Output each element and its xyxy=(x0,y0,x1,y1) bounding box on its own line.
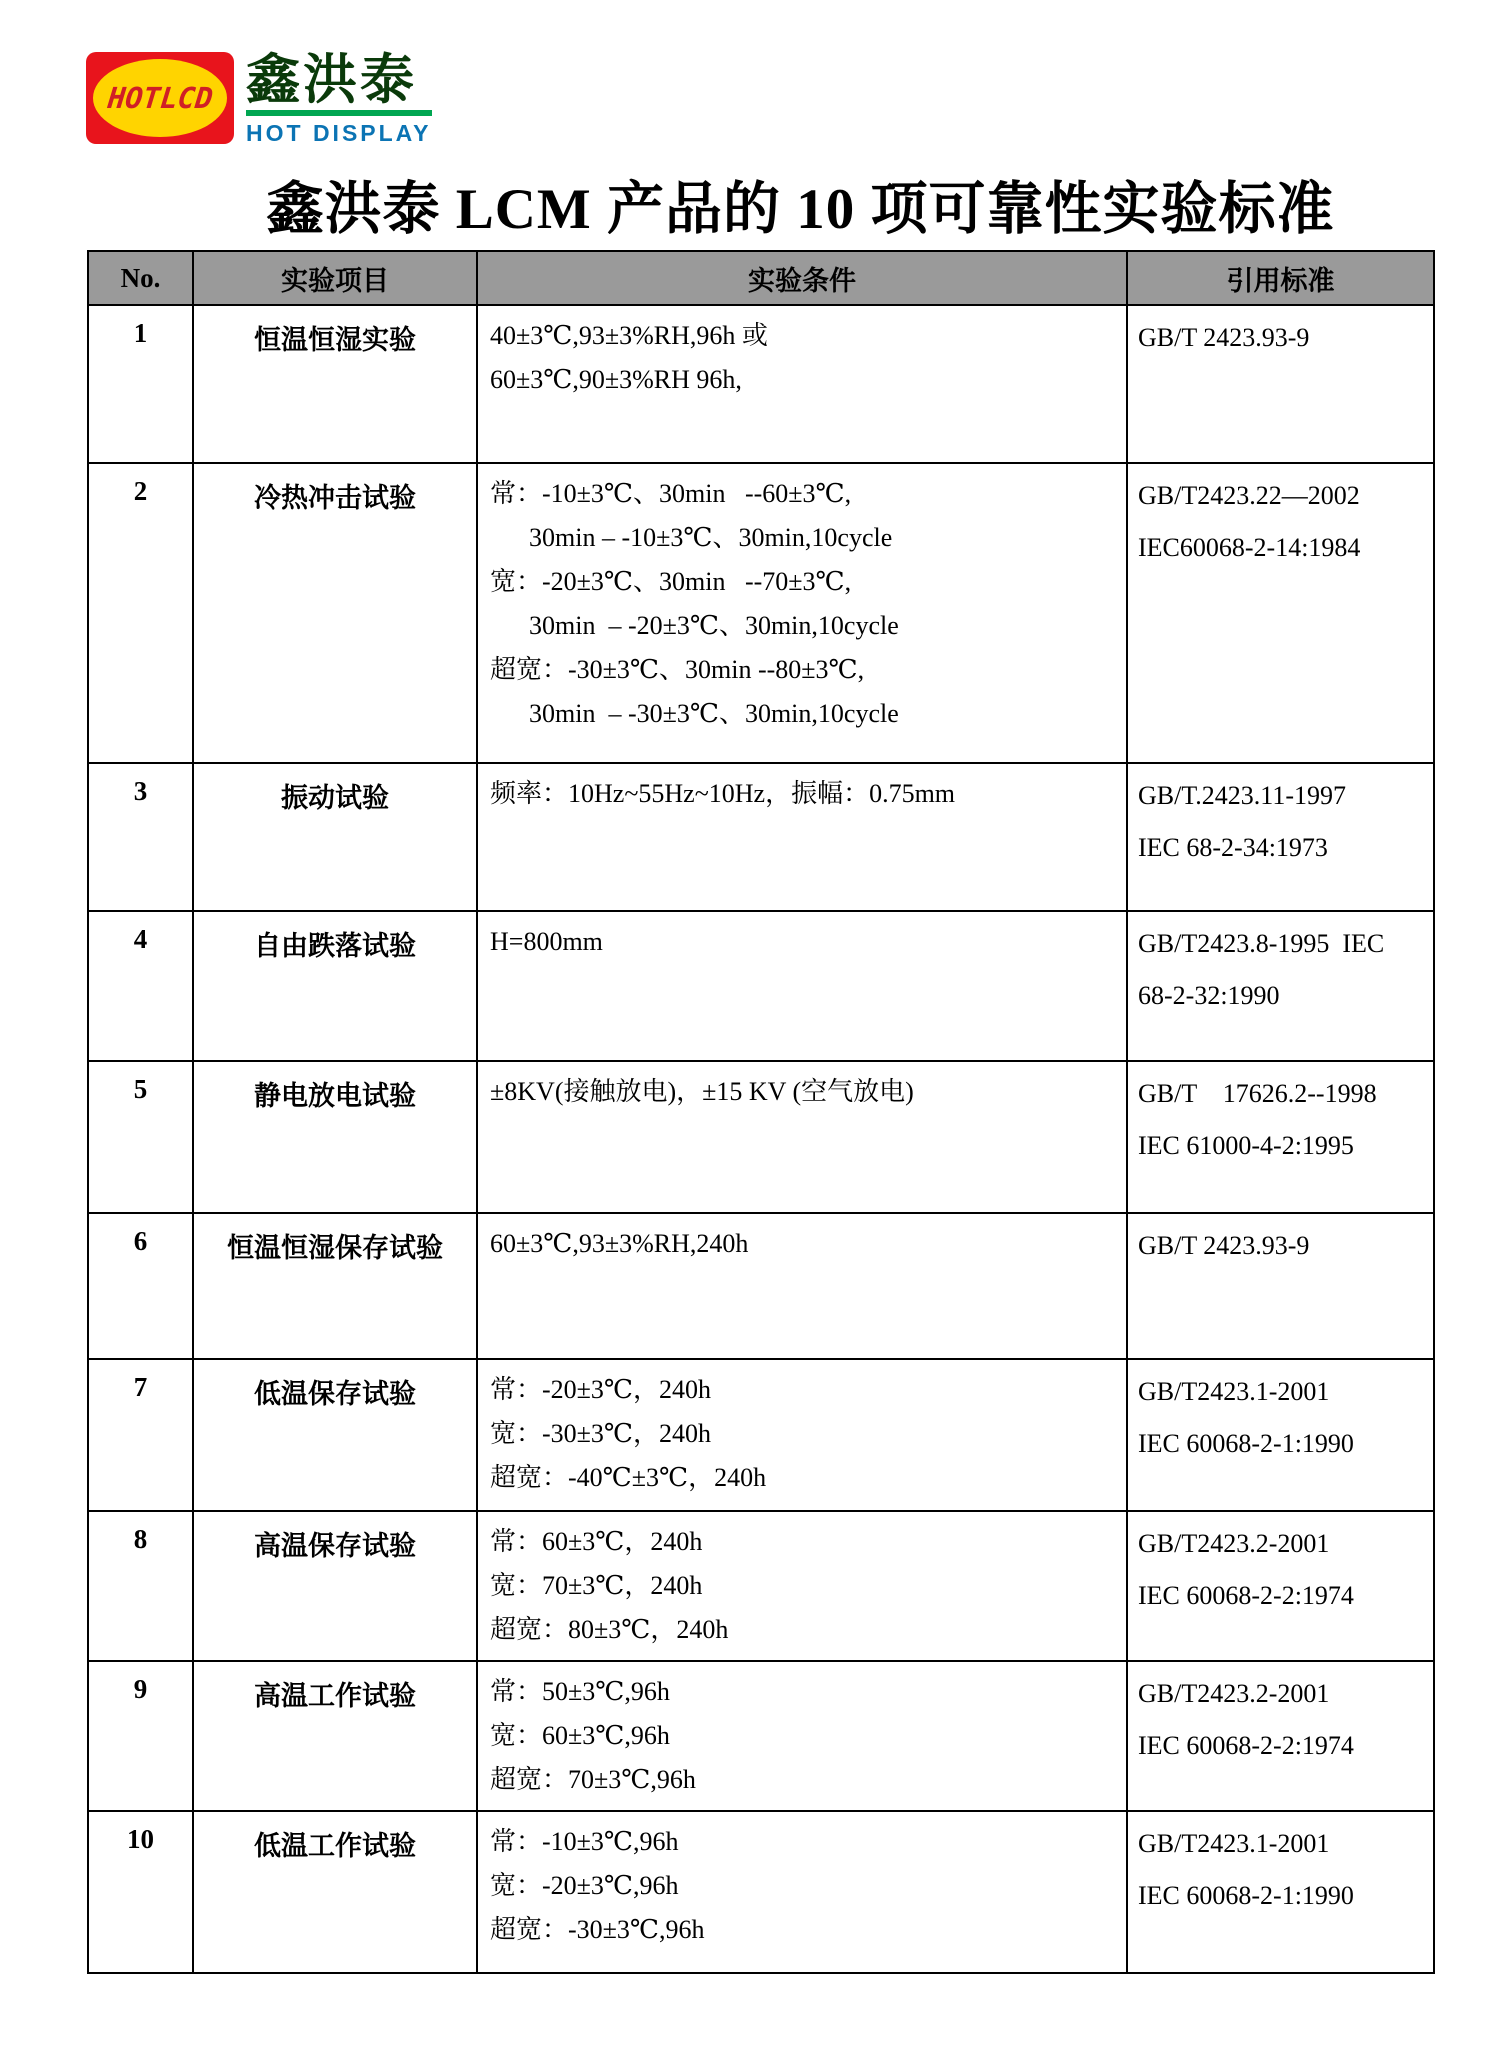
standard-line: IEC 68-2-34:1973 xyxy=(1138,833,1328,862)
condition-line: 宽：-20±3℃、30min --70±3℃, xyxy=(490,567,852,596)
reliability-table xyxy=(87,250,1435,1974)
condition-line: 宽：60±3℃,96h xyxy=(490,1721,670,1750)
col-header-conditions: 实验条件 xyxy=(477,251,1127,305)
col-header-standards: 引用标准 xyxy=(1127,251,1434,305)
condition-line: 30min – -30±3℃、30min,10cycle xyxy=(490,699,899,728)
test-item: 恒温恒湿保存试验 xyxy=(193,1213,477,1359)
table-row xyxy=(88,763,1434,911)
reference-standards xyxy=(1127,1811,1434,1973)
standard-line: GB/T2423.8-1995 IEC xyxy=(1138,929,1385,958)
page-title: 鑫洪泰 LCM 产品的 10 项可靠性实验标准 xyxy=(266,178,1335,241)
col-header-no: No. xyxy=(88,251,193,305)
test-conditions xyxy=(477,1661,1127,1811)
condition-line: 常：-10±3℃,96h xyxy=(490,1827,679,1856)
condition-line: 宽：-20±3℃,96h xyxy=(490,1871,679,1900)
row-number: 5 xyxy=(88,1061,193,1213)
condition-line: 常：-20±3℃，240h xyxy=(490,1375,712,1404)
table-row xyxy=(88,463,1434,763)
company-block xyxy=(246,52,432,147)
header-row xyxy=(88,251,1434,305)
condition-line: H=800mm xyxy=(490,927,603,956)
table-row xyxy=(88,1661,1434,1811)
logo xyxy=(86,52,432,147)
reference-standards xyxy=(1127,1213,1434,1359)
row-number: 10 xyxy=(88,1811,193,1973)
table-row xyxy=(88,1359,1434,1511)
reference-standards xyxy=(1127,1061,1434,1213)
test-conditions xyxy=(477,1511,1127,1661)
standard-line: 68-2-32:1990 xyxy=(1138,981,1280,1010)
table-header xyxy=(88,251,1434,305)
test-item: 自由跌落试验 xyxy=(193,911,477,1061)
table-row xyxy=(88,1811,1434,1973)
row-number: 2 xyxy=(88,463,193,763)
condition-line: 60±3℃,93±3%RH,240h xyxy=(490,1229,749,1258)
standard-line: GB/T2423.2-2001 xyxy=(1138,1679,1330,1708)
row-number: 3 xyxy=(88,763,193,911)
reference-standards xyxy=(1127,1511,1434,1661)
standard-line: GB/T 2423.93-9 xyxy=(1138,1231,1310,1260)
condition-line: 30min – -10±3℃、30min,10cycle xyxy=(490,523,893,552)
standard-line: GB/T2423.1-2001 xyxy=(1138,1377,1330,1406)
test-conditions xyxy=(477,911,1127,1061)
test-conditions xyxy=(477,1359,1127,1511)
condition-line: 超宽：-40℃±3℃，240h xyxy=(490,1463,767,1492)
test-conditions xyxy=(477,763,1127,911)
condition-line: 60±3℃,90±3%RH 96h, xyxy=(490,365,742,394)
test-item: 恒温恒湿实验 xyxy=(193,305,477,463)
reference-standards xyxy=(1127,1661,1434,1811)
condition-line: 超宽：-30±3℃,96h xyxy=(490,1915,705,1944)
company-name-en: HOT DISPLAY xyxy=(246,120,432,146)
company-name-cn: 鑫洪泰 xyxy=(246,50,417,110)
reference-standards xyxy=(1127,911,1434,1061)
test-item: 低温工作试验 xyxy=(193,1811,477,1973)
condition-line: 30min – -20±3℃、30min,10cycle xyxy=(490,611,899,640)
col-header-test-item: 实验项目 xyxy=(193,251,477,305)
row-number: 6 xyxy=(88,1213,193,1359)
reference-standards xyxy=(1127,1359,1434,1511)
table-row xyxy=(88,1511,1434,1661)
standard-line: IEC 60068-2-2:1974 xyxy=(1138,1731,1354,1760)
condition-line: 频率：10Hz~55Hz~10Hz，振幅：0.75mm xyxy=(490,779,956,808)
test-conditions xyxy=(477,463,1127,763)
standard-line: IEC 61000-4-2:1995 xyxy=(1138,1131,1354,1160)
standard-line: IEC 60068-2-2:1974 xyxy=(1138,1581,1354,1610)
condition-line: 常：60±3℃，240h xyxy=(490,1527,703,1556)
standard-line: IEC 60068-2-1:1990 xyxy=(1138,1429,1354,1458)
condition-line: 常：50±3℃,96h xyxy=(490,1677,670,1706)
condition-line: ±8KV(接触放电)，±15 KV (空气放电) xyxy=(490,1077,914,1106)
standard-line: GB/T 17626.2--1998 xyxy=(1138,1079,1377,1108)
condition-line: 超宽：80±3℃，240h xyxy=(490,1615,729,1644)
company-underline xyxy=(246,110,432,116)
test-conditions xyxy=(477,1213,1127,1359)
row-number: 7 xyxy=(88,1359,193,1511)
standard-line: GB/T2423.2-2001 xyxy=(1138,1529,1330,1558)
standard-line: GB/T2423.22—2002 xyxy=(1138,481,1360,510)
row-number: 1 xyxy=(88,305,193,463)
badge-ellipse xyxy=(93,59,227,137)
test-item: 静电放电试验 xyxy=(193,1061,477,1213)
table-row xyxy=(88,1061,1434,1213)
row-number: 8 xyxy=(88,1511,193,1661)
row-number: 4 xyxy=(88,911,193,1061)
test-conditions xyxy=(477,1811,1127,1973)
condition-line: 常：-10±3℃、30min --60±3℃, xyxy=(490,479,852,508)
hotlcd-badge xyxy=(86,52,234,144)
table-row xyxy=(88,911,1434,1061)
standard-line: GB/T2423.1-2001 xyxy=(1138,1829,1330,1858)
badge-text: HOTLCD xyxy=(105,81,215,115)
test-item: 低温保存试验 xyxy=(193,1359,477,1511)
test-item: 高温工作试验 xyxy=(193,1661,477,1811)
table-row xyxy=(88,305,1434,463)
standard-line: GB/T 2423.93-9 xyxy=(1138,323,1310,352)
test-item: 高温保存试验 xyxy=(193,1511,477,1661)
test-item: 振动试验 xyxy=(193,763,477,911)
reference-standards xyxy=(1127,763,1434,911)
standard-line: GB/T.2423.11-1997 xyxy=(1138,781,1346,810)
condition-line: 超宽：70±3℃,96h xyxy=(490,1765,696,1794)
table-body xyxy=(88,305,1434,1973)
condition-line: 40±3℃,93±3%RH,96h 或 xyxy=(490,321,768,350)
standard-line: IEC60068-2-14:1984 xyxy=(1138,533,1361,562)
row-number: 9 xyxy=(88,1661,193,1811)
condition-line: 宽：70±3℃，240h xyxy=(490,1571,703,1600)
condition-line: 宽：-30±3℃，240h xyxy=(490,1419,712,1448)
standard-line: IEC 60068-2-1:1990 xyxy=(1138,1881,1354,1910)
table-row xyxy=(88,1213,1434,1359)
reference-standards xyxy=(1127,463,1434,763)
condition-line: 超宽：-30±3℃、30min --80±3℃, xyxy=(490,655,865,684)
test-conditions xyxy=(477,1061,1127,1213)
test-conditions xyxy=(477,305,1127,463)
test-item: 冷热冲击试验 xyxy=(193,463,477,763)
reference-standards xyxy=(1127,305,1434,463)
